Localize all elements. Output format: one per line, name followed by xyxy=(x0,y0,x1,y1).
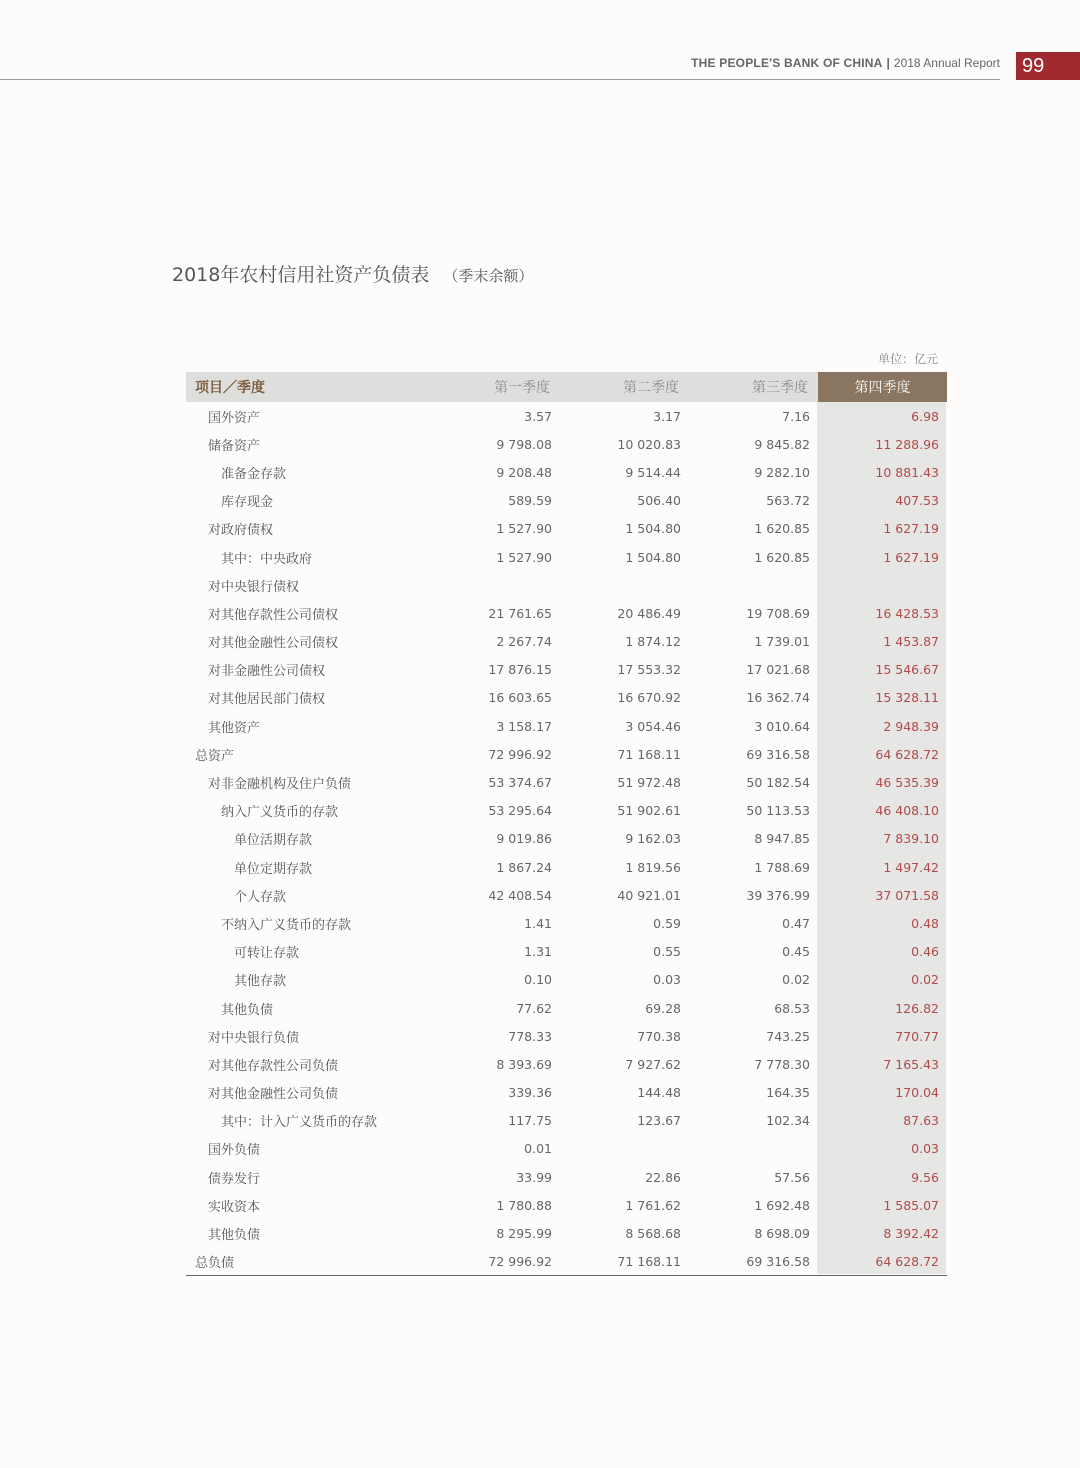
row-q3-value: 9 845.82 xyxy=(754,436,810,452)
table-row xyxy=(186,571,947,599)
row-q2-value: 8 568.68 xyxy=(625,1226,681,1242)
row-q3-value: 102.34 xyxy=(766,1113,810,1129)
row-q2-value: 40 921.01 xyxy=(617,887,681,903)
row-q3-value: 1 739.01 xyxy=(754,634,810,650)
row-q1-value: 8 393.69 xyxy=(496,1056,552,1072)
row-item-label: 对其他居民部门债权 xyxy=(208,692,326,708)
row-q3-value: 1 692.48 xyxy=(754,1197,810,1213)
header-org: THE PEOPLE'S BANK OF CHINA xyxy=(691,56,883,70)
row-q2-value: 51 902.61 xyxy=(617,803,681,819)
row-q2-value: 1 504.80 xyxy=(625,521,681,537)
row-q4-value: 10 881.43 xyxy=(875,464,939,480)
row-q4-value: 0.46 xyxy=(911,944,939,960)
row-q1-value: 42 408.54 xyxy=(488,887,552,903)
row-q2-value: 10 020.83 xyxy=(617,436,681,452)
row-q3-value: 9 282.10 xyxy=(754,464,810,480)
row-q2-value: 0.59 xyxy=(653,915,681,931)
row-q2-value: 71 168.11 xyxy=(560,1248,689,1276)
table-row xyxy=(186,1163,947,1191)
row-q4-value: 0.48 xyxy=(911,915,939,931)
title-sub: （季末余额） xyxy=(443,267,534,285)
header-q4: 第四季度 xyxy=(818,372,947,402)
header-q1: 第一季度 xyxy=(431,372,560,402)
row-item-label: 储备资产 xyxy=(208,438,261,454)
row-q4-value: 0.02 xyxy=(911,972,939,988)
table-row xyxy=(186,853,947,881)
header-separator: | xyxy=(886,56,890,70)
table-row xyxy=(186,543,947,571)
table-row xyxy=(186,1050,947,1078)
table-row xyxy=(186,402,947,430)
table-row xyxy=(186,966,947,994)
row-q1-value: 0.01 xyxy=(524,1141,552,1157)
row-q3-value: 7.16 xyxy=(782,408,810,424)
row-q3-value: 0.02 xyxy=(782,972,810,988)
row-q4-value: 37 071.58 xyxy=(875,887,939,903)
row-q1-value: 0.10 xyxy=(524,972,552,988)
row-q2-value: 17 553.32 xyxy=(617,662,681,678)
row-q3-value: 164.35 xyxy=(766,1085,810,1101)
row-item-label: 纳入广义货币的存款 xyxy=(221,805,339,821)
row-item-label: 总资产 xyxy=(195,748,235,764)
row-q2-value: 506.40 xyxy=(637,493,681,509)
row-q2-value: 20 486.49 xyxy=(617,605,681,621)
row-item-label: 对中央银行债权 xyxy=(208,579,300,595)
header-report: 2018 Annual Report xyxy=(893,56,1000,70)
row-q1-value: 1 527.90 xyxy=(496,521,552,537)
table-row xyxy=(186,430,947,458)
row-q1-value xyxy=(431,571,560,599)
header-q3: 第三季度 xyxy=(689,372,818,402)
row-q4-value: 9.56 xyxy=(911,1169,939,1185)
row-item-label: 库存现金 xyxy=(221,495,274,511)
row-item-label: 其他负债 xyxy=(221,1002,274,1018)
row-q4-value: 2 948.39 xyxy=(883,718,939,734)
row-q3-value: 68.53 xyxy=(774,1000,810,1016)
row-q1-value: 1.31 xyxy=(524,944,552,960)
table-row xyxy=(186,656,947,684)
row-q4-value: 770.77 xyxy=(895,1028,939,1044)
row-q1-value: 1.41 xyxy=(524,915,552,931)
header-item: 项目／季度 xyxy=(186,372,431,402)
row-item-label: 国外资产 xyxy=(208,410,261,426)
row-q4-value: 1 627.19 xyxy=(883,549,939,565)
row-item-label: 可转让存款 xyxy=(234,946,300,962)
row-item-label: 其他负债 xyxy=(208,1228,261,1244)
table-row xyxy=(186,628,947,656)
row-q4-value: 6.98 xyxy=(911,408,939,424)
row-item-label: 对非金融性公司债权 xyxy=(208,664,326,680)
row-q2-value: 3 054.46 xyxy=(625,718,681,734)
row-item-label: 单位定期存款 xyxy=(234,861,313,877)
header-q2: 第二季度 xyxy=(560,372,689,402)
row-item-label: 其中：计入广义货币的存款 xyxy=(221,1115,378,1131)
row-q4-value: 7 839.10 xyxy=(883,831,939,847)
table-row xyxy=(186,1248,947,1276)
row-q3-value: 3 010.64 xyxy=(754,718,810,734)
row-q1-value: 53 374.67 xyxy=(488,775,552,791)
row-q4-value: 126.82 xyxy=(895,1000,939,1016)
row-q1-value: 778.33 xyxy=(508,1028,552,1044)
row-q3-value: 1 620.85 xyxy=(754,549,810,565)
header-divider xyxy=(0,79,1000,80)
row-q1-value: 1 527.90 xyxy=(496,549,552,565)
row-q3-value: 0.47 xyxy=(782,915,810,931)
row-q1-value: 16 603.65 xyxy=(488,690,552,706)
row-q3-value: 69 316.58 xyxy=(689,1248,818,1276)
row-item-label: 对其他金融性公司债权 xyxy=(208,636,339,652)
row-q1-value: 1 867.24 xyxy=(496,859,552,875)
row-q4-value: 11 288.96 xyxy=(875,436,939,452)
row-q1-value: 9 208.48 xyxy=(496,464,552,480)
table-row xyxy=(186,938,947,966)
row-q4-value: 15 328.11 xyxy=(875,690,939,706)
row-item-label: 个人存款 xyxy=(234,889,287,905)
row-q4-value: 1 627.19 xyxy=(883,521,939,537)
row-q4-value: 64 628.72 xyxy=(875,746,939,762)
table-body xyxy=(186,402,947,1276)
row-q4-value: 16 428.53 xyxy=(875,605,939,621)
row-q2-value: 22.86 xyxy=(645,1169,681,1185)
row-q1-value: 9 798.08 xyxy=(496,436,552,452)
row-q2-value: 51 972.48 xyxy=(617,775,681,791)
unit-label: 单位：亿元 xyxy=(877,352,938,366)
row-q2-value: 1 819.56 xyxy=(625,859,681,875)
row-q2-value: 0.55 xyxy=(653,944,681,960)
row-item-label: 对其他存款性公司负债 xyxy=(208,1058,339,1074)
table-row xyxy=(186,1219,947,1247)
table-row xyxy=(186,1107,947,1135)
table-row xyxy=(186,1079,947,1107)
balance-sheet-table xyxy=(186,372,947,1276)
running-header xyxy=(691,56,1000,70)
row-q2-value: 9 162.03 xyxy=(625,831,681,847)
row-q2-value xyxy=(560,571,689,599)
row-q2-value: 69.28 xyxy=(645,1000,681,1016)
row-q2-value: 16 670.92 xyxy=(617,690,681,706)
row-item-label: 单位活期存款 xyxy=(234,833,313,849)
row-q3-value: 743.25 xyxy=(766,1028,810,1044)
row-q4-value: 87.63 xyxy=(903,1113,939,1129)
row-item-label: 对政府债权 xyxy=(208,523,274,539)
row-item-label: 准备金存款 xyxy=(221,466,287,482)
row-q3-value xyxy=(689,571,818,599)
row-item-label: 对其他存款性公司债权 xyxy=(208,607,339,623)
row-q3-value: 50 182.54 xyxy=(746,775,810,791)
balance-sheet-table-container xyxy=(186,372,946,1276)
row-q1-value: 9 019.86 xyxy=(496,831,552,847)
row-q4-value: 64 628.72 xyxy=(818,1248,947,1276)
row-q4-value: 46 535.39 xyxy=(875,775,939,791)
table-row xyxy=(186,712,947,740)
row-q1-value: 17 876.15 xyxy=(488,662,552,678)
table-row xyxy=(186,1191,947,1219)
row-item-label: 债券发行 xyxy=(208,1171,261,1187)
table-row xyxy=(186,768,947,796)
title-main: 2018年农村信用社资产负债表 xyxy=(172,264,430,286)
row-q1-value: 77.62 xyxy=(516,1000,552,1016)
row-q4-value: 7 165.43 xyxy=(883,1056,939,1072)
row-q3-value: 0.45 xyxy=(782,944,810,960)
row-q1-value: 21 761.65 xyxy=(488,605,552,621)
page-number: 99 xyxy=(1016,52,1080,80)
row-q2-value: 3.17 xyxy=(653,408,681,424)
row-q2-value: 770.38 xyxy=(637,1028,681,1044)
table-row xyxy=(186,825,947,853)
table-row xyxy=(186,994,947,1022)
row-q1-value: 8 295.99 xyxy=(496,1226,552,1242)
row-q4-value: 0.03 xyxy=(911,1141,939,1157)
row-q3-value: 1 620.85 xyxy=(754,521,810,537)
table-row xyxy=(186,881,947,909)
row-q3-value: 8 947.85 xyxy=(754,831,810,847)
row-q3-value: 19 708.69 xyxy=(746,605,810,621)
row-q2-value: 71 168.11 xyxy=(617,746,681,762)
row-item-label: 国外负债 xyxy=(208,1143,261,1159)
row-q4-value: 15 546.67 xyxy=(875,662,939,678)
row-q4-value: 1 453.87 xyxy=(883,634,939,650)
row-item-label: 对其他金融性公司负债 xyxy=(208,1087,339,1103)
row-q4-value: 407.53 xyxy=(895,493,939,509)
row-q1-value: 72 996.92 xyxy=(488,746,552,762)
table-row xyxy=(186,684,947,712)
row-q4-value: 1 585.07 xyxy=(883,1197,939,1213)
row-item-label: 其中：中央政府 xyxy=(221,551,313,567)
row-q2-value: 1 874.12 xyxy=(625,634,681,650)
row-item-label: 其他存款 xyxy=(234,974,287,990)
table-row xyxy=(186,797,947,825)
row-q3-value: 8 698.09 xyxy=(754,1226,810,1242)
row-q4-value: 1 497.42 xyxy=(883,859,939,875)
table-row xyxy=(186,599,947,627)
row-q3-value: 1 788.69 xyxy=(754,859,810,875)
table-row xyxy=(186,909,947,937)
row-q3-value: 16 362.74 xyxy=(746,690,810,706)
row-q3-value xyxy=(689,1135,818,1163)
row-q3-value: 69 316.58 xyxy=(746,746,810,762)
row-q2-value: 1 761.62 xyxy=(625,1197,681,1213)
row-item-label: 对中央银行负债 xyxy=(208,1030,300,1046)
row-q2-value: 9 514.44 xyxy=(625,464,681,480)
table-row xyxy=(186,740,947,768)
row-q2-value: 123.67 xyxy=(637,1113,681,1129)
row-q4-value: 8 392.42 xyxy=(883,1226,939,1242)
row-q1-value: 589.59 xyxy=(508,493,552,509)
row-q1-value: 33.99 xyxy=(516,1169,552,1185)
row-item-label: 实收资本 xyxy=(208,1199,261,1215)
row-item-label: 对非金融机构及住户负债 xyxy=(208,777,352,793)
row-q1-value: 1 780.88 xyxy=(496,1197,552,1213)
row-q3-value: 39 376.99 xyxy=(746,887,810,903)
row-q3-value: 57.56 xyxy=(774,1169,810,1185)
row-q3-value: 563.72 xyxy=(766,493,810,509)
row-q1-value: 3.57 xyxy=(524,408,552,424)
row-q3-value: 50 113.53 xyxy=(746,803,810,819)
row-q1-value: 72 996.92 xyxy=(431,1248,560,1276)
row-item-label: 不纳入广义货币的存款 xyxy=(221,917,352,933)
row-q1-value: 3 158.17 xyxy=(496,718,552,734)
table-row xyxy=(186,515,947,543)
row-q4-value: 170.04 xyxy=(895,1085,939,1101)
row-q1-value: 339.36 xyxy=(508,1085,552,1101)
row-q1-value: 53 295.64 xyxy=(488,803,552,819)
row-q3-value: 7 778.30 xyxy=(754,1056,810,1072)
row-q4-value xyxy=(818,571,947,599)
row-q1-value: 2 267.74 xyxy=(496,634,552,650)
table-row xyxy=(186,1022,947,1050)
row-q4-value: 46 408.10 xyxy=(875,803,939,819)
row-q2-value xyxy=(560,1135,689,1163)
row-q2-value: 7 927.62 xyxy=(625,1056,681,1072)
row-q2-value: 144.48 xyxy=(637,1085,681,1101)
row-item-label: 总负债 xyxy=(186,1248,431,1276)
table-row xyxy=(186,487,947,515)
table-row xyxy=(186,458,947,486)
row-item-label: 其他资产 xyxy=(208,720,261,736)
table-row xyxy=(186,1135,947,1163)
row-q3-value: 17 021.68 xyxy=(746,662,810,678)
page-title xyxy=(172,260,533,287)
row-q1-value: 117.75 xyxy=(508,1113,552,1129)
table-header-row xyxy=(186,372,947,402)
row-q2-value: 0.03 xyxy=(653,972,681,988)
row-q2-value: 1 504.80 xyxy=(625,549,681,565)
